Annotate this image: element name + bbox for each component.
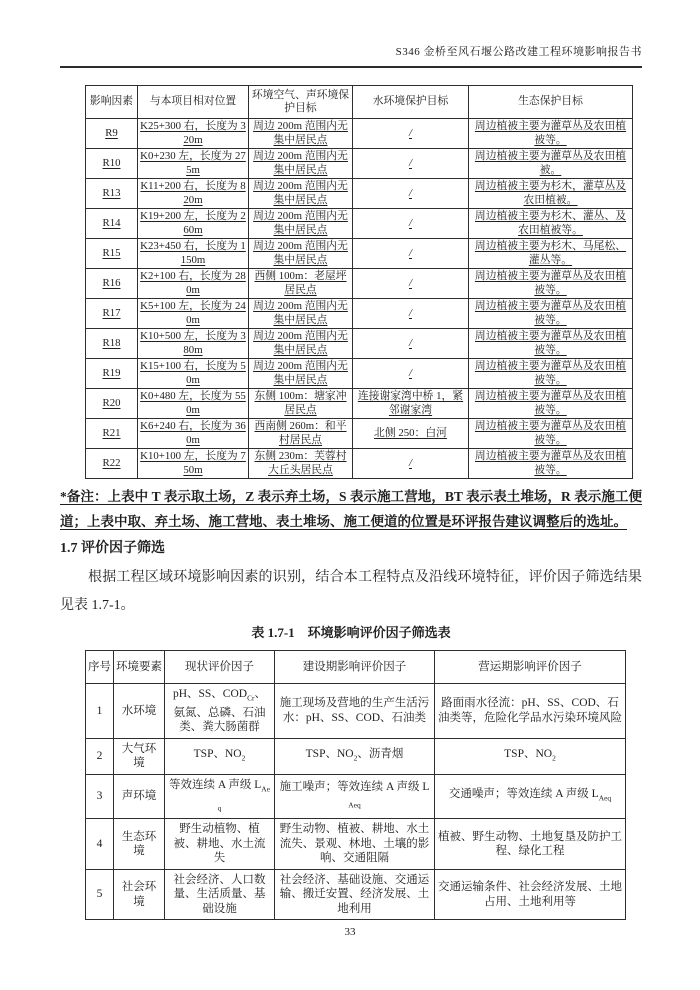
row-number: 2 <box>86 738 114 774</box>
row-id: R17 <box>86 299 138 329</box>
table-cell: K5+100 左，长度为 240m <box>138 299 249 329</box>
factor-screening-table-head <box>86 651 626 684</box>
table-cell: 社会经济、人口数量、生活质量、基础设施 <box>165 869 275 920</box>
table-cell: 大气环境 <box>114 738 165 774</box>
table-row <box>86 299 633 329</box>
table-cell: 植被、野生动物、土地复垦及防护工程、绿化工程 <box>435 819 626 870</box>
row-id: R9 <box>86 119 138 149</box>
table-cell: K19+200 左，长度为 260m <box>138 209 249 239</box>
table-cell: K25+300 右，长度为 320m <box>138 119 249 149</box>
table-row <box>86 209 633 239</box>
table-cell: 周边 200m 范围内无集中居民点 <box>249 179 353 209</box>
table-cell: 周边 200m 范围内无集中居民点 <box>249 359 353 389</box>
table-row <box>86 869 626 920</box>
column-header: 建设期影响评价因子 <box>275 651 435 684</box>
table-cell: K0+480 左，长度为 550m <box>138 389 249 419</box>
factor-screening-table <box>85 650 626 920</box>
table-cell: 交通噪声；等效连续 A 声级 $L_{Aeq}$ <box>435 774 626 819</box>
table-cell: K11+200 右，长度为 820m <box>138 179 249 209</box>
table-cell: 周边植被主要为灌草丛及农田植被。 <box>469 149 633 179</box>
protection-targets-table <box>85 85 633 479</box>
column-header: 环境空气、声环境保护目标 <box>249 86 353 119</box>
table-cell: 生态环境 <box>114 819 165 870</box>
header-row <box>86 86 633 119</box>
table-cell: 周边植被主要为灌草丛及农田植被等。 <box>469 299 633 329</box>
table-cell: 周边 200m 范围内无集中居民点 <box>249 299 353 329</box>
table-cell: 西南侧 260m：和平村居民点 <box>249 419 353 449</box>
table-cell: 周边植被主要为灌草丛及农田植被等。 <box>469 119 633 149</box>
table-cell: / <box>353 269 469 299</box>
row-number: 5 <box>86 869 114 920</box>
table-cell: / <box>353 209 469 239</box>
row-id: R22 <box>86 449 138 479</box>
table-row <box>86 389 633 419</box>
table-cell: / <box>353 299 469 329</box>
table-cell: 周边植被主要为灌草丛及农田植被等。 <box>469 329 633 359</box>
table-cell: 野生动物、植被、耕地、水土流失、景观、林地、土壤的影响、交通阻隔 <box>275 819 435 870</box>
table-cell: K2+100 右，长度为 280m <box>138 269 249 299</box>
table-cell: 周边植被主要为灌草丛及农田植被等。 <box>469 449 633 479</box>
table-cell: K0+230 左，长度为 275m <box>138 149 249 179</box>
table-row <box>86 684 626 739</box>
row-number: 1 <box>86 684 114 739</box>
table-cell: 水环境 <box>114 684 165 739</box>
table-cell: pH、SS、$COD_{Cr}$、氨氮、总磷、石油类、粪大肠菌群 <box>165 684 275 739</box>
table-row <box>86 449 633 479</box>
table-cell: K15+100 右，长度为 50m <box>138 359 249 389</box>
table-cell: / <box>353 449 469 479</box>
table-row <box>86 179 633 209</box>
table-cell: TSP、$NO_2$、沥青烟 <box>275 738 435 774</box>
table-row <box>86 419 633 449</box>
column-header: 环境要素 <box>114 651 165 684</box>
table-cell: / <box>353 119 469 149</box>
protection-targets-table-body <box>86 119 633 479</box>
row-id: R18 <box>86 329 138 359</box>
row-id: R10 <box>86 149 138 179</box>
table-row <box>86 119 633 149</box>
table-cell: 东侧 100m：塘家冲居民点 <box>249 389 353 419</box>
table-cell: / <box>353 149 469 179</box>
table-cell: 周边 200m 范围内无集中居民点 <box>249 209 353 239</box>
row-id: R19 <box>86 359 138 389</box>
table-cell: 周边植被主要为杉木，灌草丛及农田植被。 <box>469 179 633 209</box>
table-cell: 周边 200m 范围内无集中居民点 <box>249 329 353 359</box>
table-row <box>86 239 633 269</box>
table-cell: 施工噪声；等效连续 A 声级 $L_{Aeq}$ <box>275 774 435 819</box>
row-id: R21 <box>86 419 138 449</box>
table-cell: / <box>353 329 469 359</box>
report-header-title: S346 金桥至风石堰公路改建工程环境影响报告书 <box>60 44 642 68</box>
table-cell: 周边植被主要为灌草丛及农田植被等。 <box>469 359 633 389</box>
table-cell: 北侧 250：白河 <box>353 419 469 449</box>
table-cell: 周边 200m 范围内无集中居民点 <box>249 239 353 269</box>
column-header: 现状评价因子 <box>165 651 275 684</box>
table-row <box>86 819 626 870</box>
section-paragraph: 根据工程区域环境影响因素的识别，结合本工程特点及沿线环境特征，评价因子筛选结果见表 1.7-1。 <box>60 570 642 613</box>
row-id: R14 <box>86 209 138 239</box>
row-number: 3 <box>86 774 114 819</box>
table-cell: 交通运输条件、社会经济发展、土地占用、土地利用等 <box>435 869 626 920</box>
table-cell: 西侧 100m：老屋坪居民点 <box>249 269 353 299</box>
table-cell: 周边 200m 范围内无集中居民点 <box>249 119 353 149</box>
row-id: R16 <box>86 269 138 299</box>
table-cell: TSP、$NO_2$ <box>435 738 626 774</box>
column-header: 营运期影响评价因子 <box>435 651 626 684</box>
table-cell: 施工现场及营地的生产生活污水：pH、SS、COD、石油类 <box>275 684 435 739</box>
row-number: 4 <box>86 819 114 870</box>
table-cell: 周边 200m 范围内无集中居民点 <box>249 149 353 179</box>
page-number: 33 <box>344 926 356 938</box>
table-cell: 社会环境 <box>114 869 165 920</box>
table-cell: K23+450 右，长度为 1150m <box>138 239 249 269</box>
table-cell: / <box>353 179 469 209</box>
table-caption: 表 1.7-1 环境影响评价因子筛选表 <box>251 625 451 640</box>
table-cell: 周边植被主要为杉木、马尾松、灌丛等。 <box>469 239 633 269</box>
column-header: 影响因素 <box>86 86 138 119</box>
section-heading: 1.7 评价因子筛选 <box>60 541 165 556</box>
table-row <box>86 774 626 819</box>
column-header: 生态保护目标 <box>469 86 633 119</box>
table-cell: / <box>353 359 469 389</box>
row-id: R15 <box>86 239 138 269</box>
table-row <box>86 269 633 299</box>
remarks-note: *备注：上表中 T 表示取土场，Z 表示弃土场，S 表示施工营地，BT 表示表土堆场，R 表示施工便道；上表中取、弃土场、施工营地、表土堆场、施工便道的位置是环评报告建议调整后的选址。 <box>60 489 642 529</box>
table-cell: 连接谢家湾中桥 1，紧邻谢家湾 <box>353 389 469 419</box>
protection-targets-table-head <box>86 86 633 119</box>
column-header: 序号 <box>86 651 114 684</box>
column-header: 与本项目相对位置 <box>138 86 249 119</box>
table-cell: 野生动植物、植被、耕地、水土流失 <box>165 819 275 870</box>
row-id: R13 <box>86 179 138 209</box>
table-cell: K6+240 右，长度为 360m <box>138 419 249 449</box>
table-cell: 声环境 <box>114 774 165 819</box>
factor-screening-table-body <box>86 684 626 920</box>
table-cell: 东侧 230m：芙蓉村大丘头居民点 <box>249 449 353 479</box>
table-cell: K10+500 左，长度为 380m <box>138 329 249 359</box>
table-cell: K10+100 左，长度为 750m <box>138 449 249 479</box>
table-cell: TSP、$NO_2$ <box>165 738 275 774</box>
row-id: R20 <box>86 389 138 419</box>
table-cell: 路面雨水径流：pH、SS、COD、石油类等，危险化学品水污染环境风险 <box>435 684 626 739</box>
table-row <box>86 149 633 179</box>
table-cell: 周边植被主要为灌草丛及农田植被等。 <box>469 419 633 449</box>
table-cell: 社会经济、基础设施、交通运输、搬迁安置、经济发展、土地利用 <box>275 869 435 920</box>
header-row <box>86 651 626 684</box>
table-cell: 周边植被主要为灌草丛及农田植被等。 <box>469 269 633 299</box>
table-row <box>86 738 626 774</box>
table-row <box>86 329 633 359</box>
table-row <box>86 359 633 389</box>
table-cell: 等效连续 A 声级 $L_{Aeq}$ <box>165 774 275 819</box>
table-cell: 周边植被主要为灌草丛及农田植被等。 <box>469 389 633 419</box>
column-header: 水环境保护目标 <box>353 86 469 119</box>
table-cell: / <box>353 239 469 269</box>
table-cell: 周边植被主要为杉木、灌丛、及农田植被等。 <box>469 209 633 239</box>
